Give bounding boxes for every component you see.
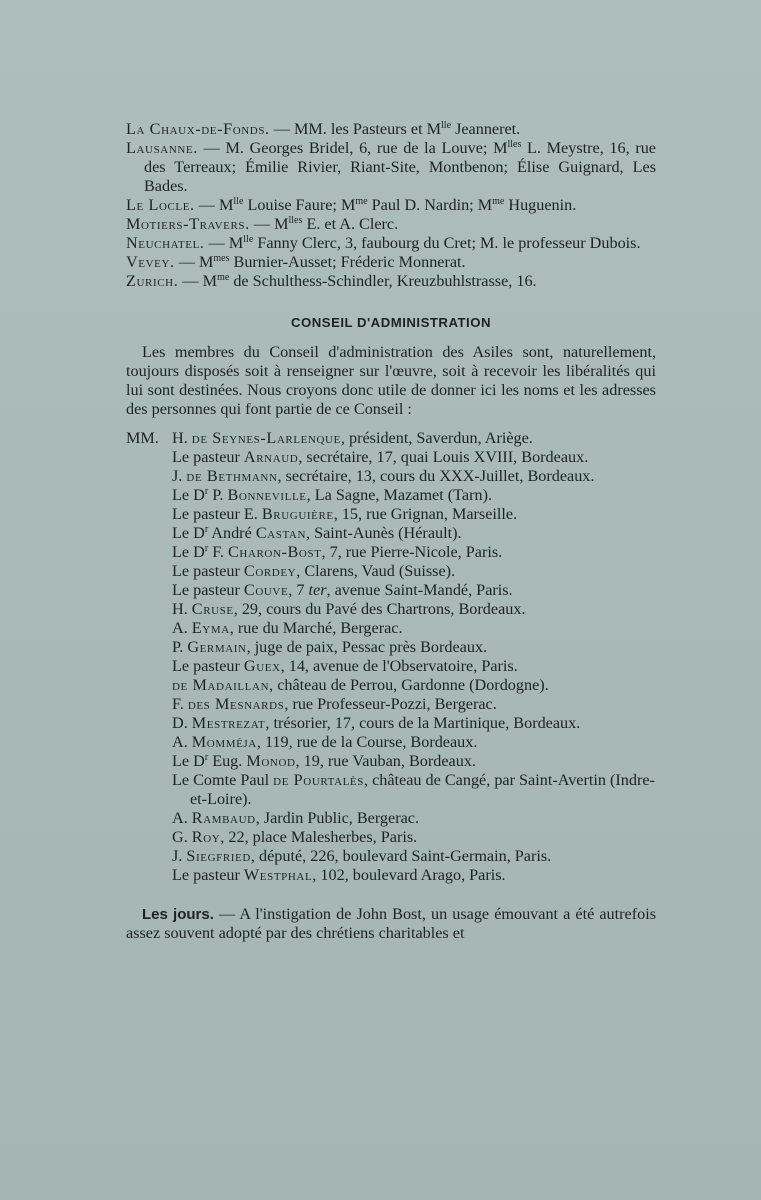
place-name: La Chaux-de-Fonds. — [126, 120, 270, 138]
correspondent-entry: Lausanne. — M. Georges Bridel, 6, rue de la Louve; $M^{lles}$ L. Meystre, 16, rue des Terreaux; Émilie Rivier, Riant-Site, Montbenon; Élise Guignard, Les Bades. — [126, 139, 656, 195]
correspondent-entry: Zurich. — $M^{me}$ de Schulthess-Schindler, Kreuzbuhlstrasse, 16. — [126, 272, 537, 290]
member-name: Rambaud — [191, 809, 256, 827]
member-name: Cordey — [243, 562, 297, 580]
member-name: Siegfried — [186, 847, 251, 865]
member-name: Charon-Bost — [228, 543, 322, 561]
member-name: de Pourtalès — [273, 771, 364, 789]
member-name: Mestrezat — [191, 714, 266, 732]
member-line: Le pasteur Cordey, Clarens, Vaud (Suisse). — [172, 562, 456, 580]
correspondent-entry: Motiers-Travers. — $M^{lles}$ E. et A. Clerc. — [126, 215, 399, 233]
member-name: Westphal — [243, 866, 313, 884]
member-line: Le $D^r$ F. Charon-Bost, 7, rue Pierre-Nicole, Paris. — [172, 543, 503, 561]
correspondent-entry: Neuchatel. — $M^{lle}$ Fanny Clerc, 3, faubourg du Cret; M. le professeur Dubois. — [126, 234, 641, 252]
member-line: Le pasteur E. Bruguière, 15, rue Grignan, Marseille. — [172, 505, 518, 523]
correspondent-entry: Le Locle. — $M^{lle}$ Louise Faure; $M^{me}$ Paul D. Nardin; $M^{me}$ Huguenin. — [126, 196, 577, 214]
member-name: de Bethmann — [186, 467, 278, 485]
member-line: J. de Bethmann, secrétaire, 13, cours du XXX-Juillet, Bordeaux. — [172, 467, 595, 485]
member-name: Eyma — [191, 619, 230, 637]
member-line: Le pasteur Westphal, 102, boulevard Arago, Paris. — [172, 866, 506, 884]
member-line: G. Roy, 22, place Malesherbes, Paris. — [172, 828, 418, 846]
member-name: Arnaud — [243, 448, 299, 466]
member-name: de Seynes-Larlenque — [191, 429, 341, 447]
member-line: D. Mestrezat, trésorier, 17, cours de la Martinique, Bordeaux. — [172, 714, 581, 732]
section-heading: CONSEIL D'ADMINISTRATION — [290, 315, 491, 330]
member-name: Castan — [255, 524, 306, 542]
closing-label: Les jours. — [142, 906, 214, 923]
member-line: A. Momméja, 119, rue de la Course, Bordeaux. — [172, 733, 478, 751]
member-line: Le $D^r$ André Castan, Saint-Aunès (Hérault). — [172, 524, 462, 542]
member-line: Le Comte Paul de Pourtalès, château de Cangé, par Saint-Avertin (Indre-et-Loire). — [172, 771, 655, 808]
member-line: J. Siegfried, député, 226, boulevard Saint-Germain, Paris. — [172, 847, 552, 865]
place-name: Motiers-Travers. — [126, 215, 250, 233]
member-line: Le pasteur Guex, 14, avenue de l'Observatoire, Paris. — [172, 657, 518, 675]
page-text — [126, 120, 656, 943]
intro-paragraph: Les membres du Conseil d'administration des Asiles sont, naturellement, toujours disposés soit à renseigner sur l'œuvre, soit à recevoir les libéralités qui lui sont destinées. Nous croyons donc utile de donner ici les noms et les adresses des personnes qui font partie de ce Conseil : — [126, 343, 656, 418]
member-name: Germain — [187, 638, 247, 656]
place-name: Neuchatel. — [126, 234, 205, 252]
member-line: de Madaillan, château de Perrou, Gardonne (Dordogne). — [172, 676, 549, 694]
messieurs-label: MM. — [126, 429, 159, 447]
member-line: H. Cruse, 29, cours du Pavé des Chartrons, Bordeaux. — [172, 600, 526, 618]
place-name: Vevey. — [126, 253, 175, 271]
member-line: A. Eyma, rue du Marché, Bergerac. — [172, 619, 403, 637]
council-members-list — [126, 429, 656, 885]
place-name: Zurich. — [126, 272, 179, 290]
member-line: F. des Mesnards, rue Professeur-Pozzi, Bergerac. — [172, 695, 497, 713]
correspondent-entry: Vevey. — $M^{mes}$ Burnier-Ausset; Fréderic Monnerat. — [126, 253, 466, 271]
member-line: Le $D^r$ P. Bonneville, La Sagne, Mazamet (Tarn). — [172, 486, 493, 504]
member-line: A. Rambaud, Jardin Public, Bergerac. — [172, 809, 420, 827]
place-name: Lausanne. — [126, 139, 198, 157]
member-name: Couve — [243, 581, 289, 599]
member-line: P. Germain, juge de paix, Pessac près Bordeaux. — [172, 638, 488, 656]
member-name: Roy — [191, 828, 221, 846]
member-name: Monod — [246, 752, 296, 770]
member-name: des Mesnards — [187, 695, 285, 713]
member-name: Momméja — [191, 733, 257, 751]
member-name: Bruguière — [261, 505, 334, 523]
closing-paragraph: Les jours. — A l'instigation de John Bost, un usage émouvant a été autrefois assez souvent adopté par des chrétiens charitables et — [126, 905, 656, 942]
member-line: Le $D^r$ Eug. Monod, 19, rue Vauban, Bordeaux. — [172, 752, 476, 770]
member-line: H. de Seynes-Larlenque, président, Saverdun, Ariège. — [172, 429, 533, 447]
member-line: Le pasteur Couve, 7 ter, avenue Saint-Mandé, Paris. — [172, 581, 513, 599]
member-lines — [126, 448, 656, 885]
member-name: de Madaillan — [172, 676, 270, 694]
member-name: Bonneville — [227, 486, 307, 504]
correspondent-entry: La Chaux-de-Fonds. — MM. les Pasteurs et $M^{lle}$ Jeanneret. — [126, 120, 521, 138]
place-name: Le Locle. — [126, 196, 195, 214]
member-line: Le pasteur Arnaud, secrétaire, 17, quai Louis XVIII, Bordeaux. — [172, 448, 589, 466]
member-name: Guex — [243, 657, 281, 675]
member-name: Cruse — [191, 600, 234, 618]
member-row — [126, 429, 656, 448]
